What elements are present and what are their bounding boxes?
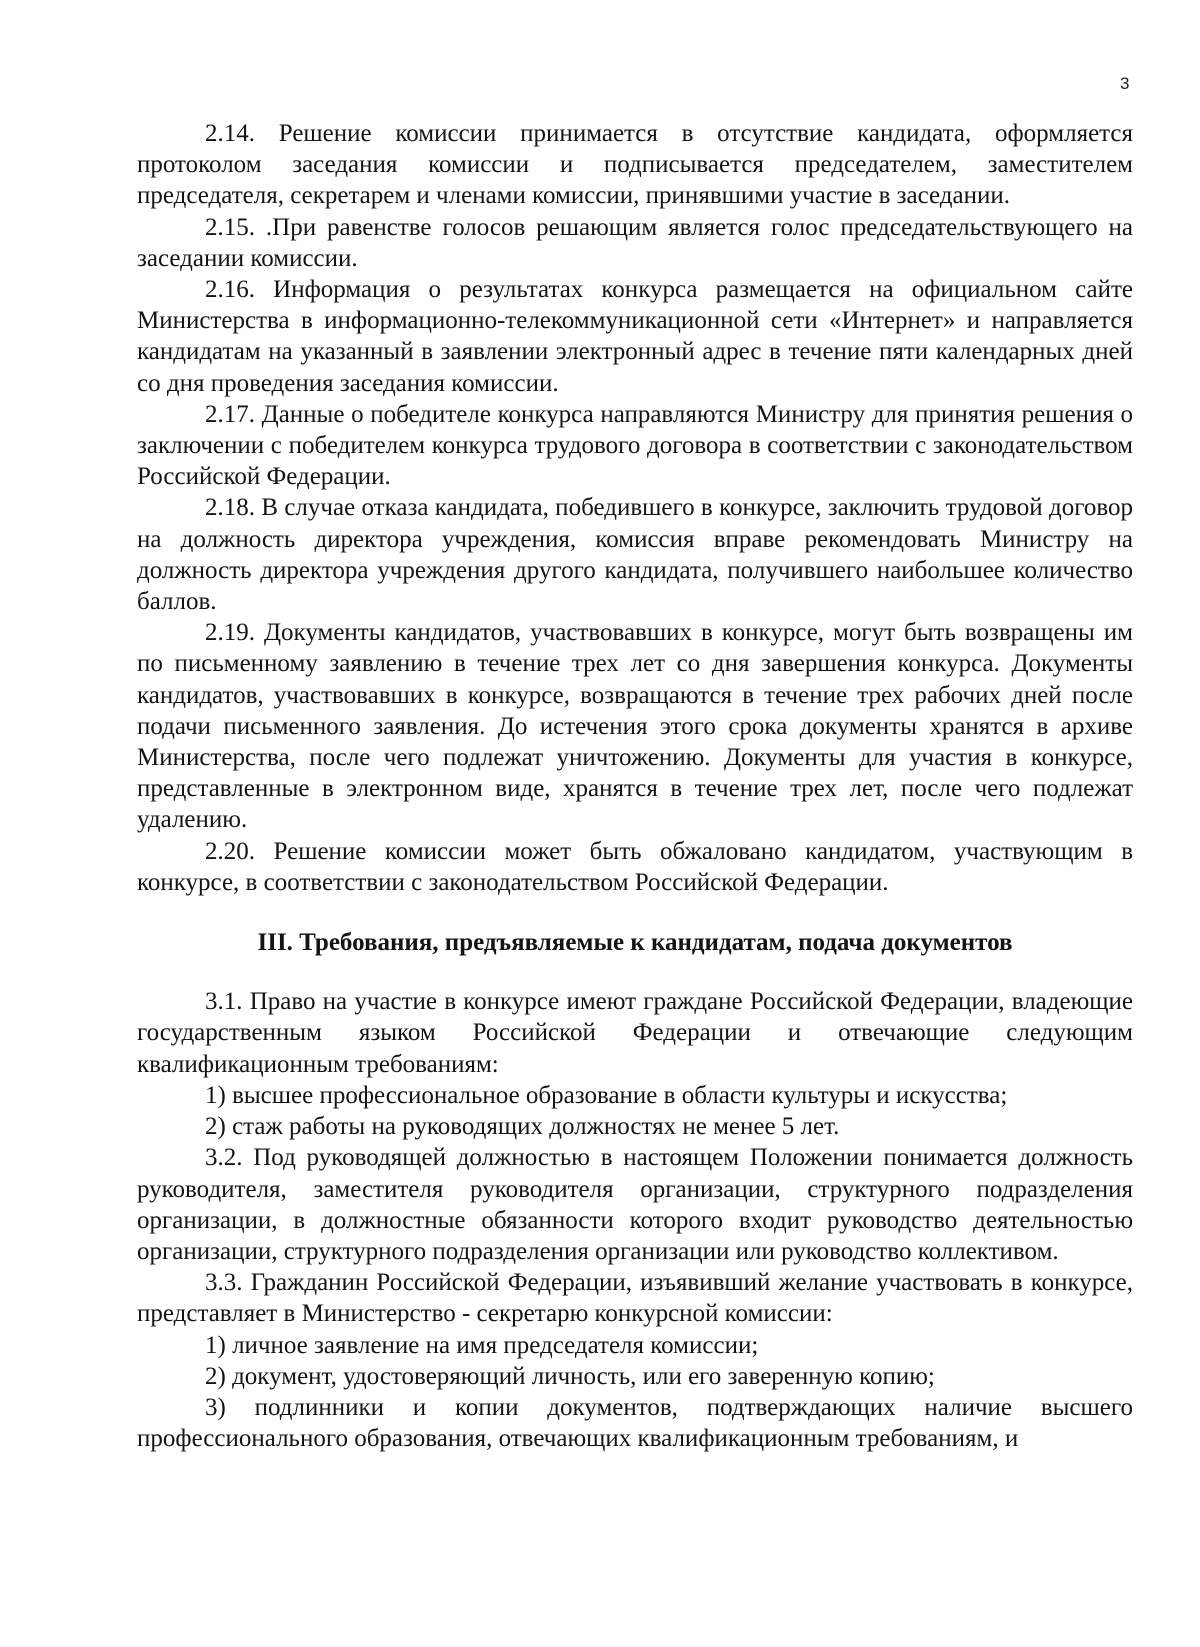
list-item-3-1-1: 1) высшее профессиональное образование в области культуры и искусства;	[205, 1081, 1008, 1109]
list-item-3-1-2: 2) стаж работы на руководящих должностях не менее 5 лет.	[205, 1113, 840, 1141]
section-3-heading: III. Требования, предъявляемые к кандидатам, подача документов	[257, 929, 1013, 957]
paragraph-2-16: 2.16. Информация о результатах конкурса размещается на официальном сайте Министерства в информационно-телекоммуникационной сети «Интернет» и направляется кандидатам на указанный в заявлении электронный адрес в течение пяти календарных дней со дня проведения заседания комиссии.	[137, 276, 1133, 397]
paragraph-3-3: 3.3. Гражданин Российской Федерации, изъявивший желание участвовать в конкурсе, представляет в Министерство - секретарю конкурсной комиссии:	[137, 1269, 1133, 1328]
list-item-3-3-3: 3) подлинники и копии документов, подтверждающих наличие высшего профессионального образования, отвечающих квалификационным требованиям, и	[137, 1393, 1133, 1453]
paragraph-2-19: 2.19. Документы кандидатов, участвовавших в конкурсе, могут быть возвращены им по письменному заявлению в течение трех лет со дня завершения конкурса. Документы кандидатов, участвовавших в конкурсе, возвращаются в течение трех рабочих дней после подачи письменного заявления. До истечения этого срока документы хранятся в архиве Министерства, после чего подлежат уничтожению. Документы для участия в конкурсе, представленные в электронном виде, хранятся в течение трех лет, после чего подлежат удалению.	[137, 619, 1133, 834]
paragraph-2-17: 2.17. Данные о победителе конкурса направляются Министру для принятия решения о заключении с победителем конкурса трудового договора в соответствии с законодательством Российской Федерации.	[137, 400, 1133, 491]
list-item-3-3-1: 1) личное заявление на имя председателя комиссии;	[205, 1331, 759, 1359]
paragraph-2-15: 2.15. .При равенстве голосов решающим является голос председательствующего на заседании комиссии.	[137, 213, 1133, 272]
paragraph-2-14: 2.14. Решение комиссии принимается в отсутствие кандидата, оформляется протоколом заседания комиссии и подписывается председателем, заместителем председателя, секретарем и членами комиссии, принявшими участие в заседании.	[137, 120, 1133, 210]
paragraph-2-18: 2.18. В случае отказа кандидата, победившего в конкурсе, заключить трудовой договор на должность директора учреждения, комиссия вправе рекомендовать Министру на должность директора учреждения другого кандидата, получившего наибольшее количество баллов.	[137, 494, 1133, 616]
paragraph-3-2: 3.2. Под руководящей должностью в настоящем Положении понимается должность руководителя, заместителя руководителя организации, структурного подразделения организации, в должностные обязанности которого входит руководство деятельностью организации, структурного подразделения организации или руководство коллективом.	[137, 1144, 1133, 1265]
list-item-3-3-2: 2) документ, удостоверяющий личность, или его заверенную копию;	[205, 1362, 935, 1390]
paragraph-2-20: 2.20. Решение комиссии может быть обжаловано кандидатом, участвующим в конкурсе, в соответствии с законодательством Российской Федерации.	[137, 837, 1133, 896]
page-number: 3	[1120, 74, 1130, 93]
document-body	[137, 118, 1133, 1454]
paragraph-3-1: 3.1. Право на участие в конкурсе имеют граждане Российской Федерации, владеющие государственным языком Российской Федерации и отвечающие следующим квалификационным требованиям:	[137, 988, 1133, 1078]
